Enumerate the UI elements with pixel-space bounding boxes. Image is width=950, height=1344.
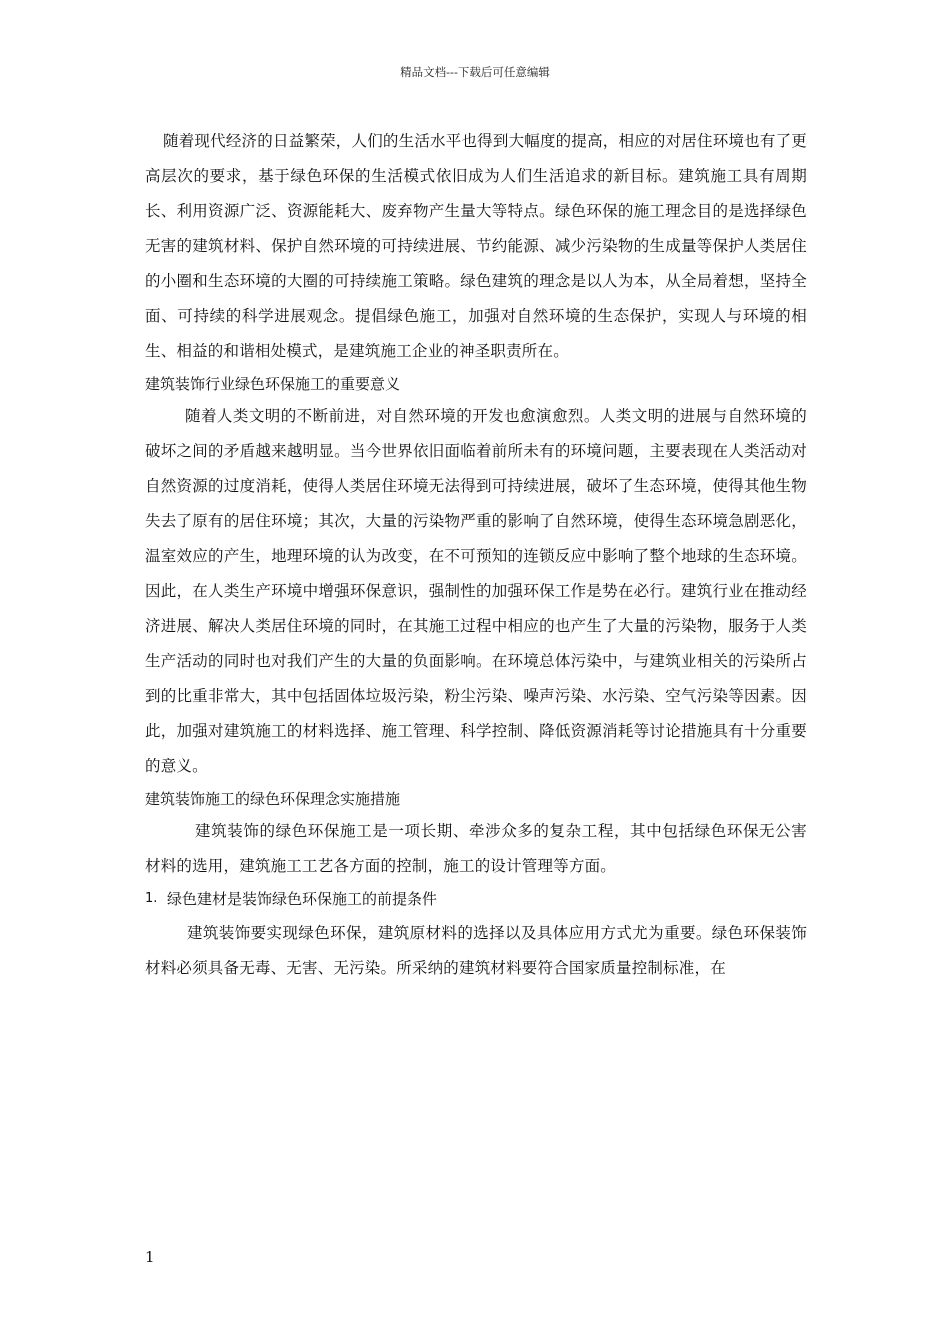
page-number: 1	[145, 1248, 155, 1266]
list-item-heading: 绿色建材是装饰绿色环保施工的前提条件	[167, 890, 438, 908]
section-heading-importance: 建筑装饰行业绿色环保施工的重要意义	[145, 375, 401, 393]
intro-paragraph: 随着现代经济的日益繁荣，人们的生活水平也得到大幅度的提高，相应的对居住环境也有了更高层次的要求，基于绿色环保的生活模式依旧成为人们生活追求的新目标。建筑施工具有周期长、利用资源广泛、资源能耗大、废弃物产生量大等特点。绿色环保的施工理念目的是选择绿色无害的建筑材料、保护自然环境的可持续进展、节约能源、减少污染物的生成量等保护人类居住的小圈和生态环境的大圈的可持续施工策略。绿色建筑的理念是以人为本，从全局着想，坚持全面、可持续的科学进展观念。提倡绿色施工，加强对自然环境的生态保护，实现人与环境的相生、相益的和谐相处模式，是建筑施工企业的神圣职责所在。	[145, 132, 807, 360]
list-item-number: 1.	[145, 891, 158, 906]
green-materials-paragraph: 建筑装饰要实现绿色环保，建筑原材料的选择以及具体应用方式尤为重要。绿色环保装饰材料必须具备无毒、无害、无污染。所采纳的建筑材料要符合国家质量控制标准，在	[145, 924, 807, 977]
list-item-green-materials	[145, 884, 807, 916]
page-header: 精品文档---下载后可任意编辑	[400, 65, 550, 79]
document-body	[145, 124, 807, 986]
section-heading-measures: 建筑装饰施工的绿色环保理念实施措施	[145, 790, 401, 808]
importance-paragraph: 随着人类文明的不断前进，对自然环境的开发也愈演愈烈。人类文明的进展与自然环境的破坏之间的矛盾越来越明显。当今世界依旧面临着前所未有的环境问题，主要表现在人类活动对自然资源的过度消耗，使得人类居住环境无法得到可持续进展，破坏了生态环境，使得其他生物失去了原有的居住环境；其次，大量的污染物严重的影响了自然环境，使得生态环境急剧恶化，温室效应的产生，地理环境的认为改变，在不可预知的连锁反应中影响了整个地球的生态环境。因此，在人类生产环境中增强环保意识，强制性的加强环保工作是势在必行。建筑行业在推动经济进展、解决人类居住环境的同时，在其施工过程中相应的也产生了大量的污染物，服务于人类生产活动的同时也对我们产生的大量的负面影响。在环境总体污染中，与建筑业相关的污染所占到的比重非常大，其中包括固体垃圾污染，粉尘污染、噪声污染、水污染、空气污染等因素。因此，加强对建筑施工的材料选择、施工管理、科学控制、降低资源消耗等讨论措施具有十分重要的意义。	[145, 407, 807, 775]
measures-paragraph: 建筑装饰的绿色环保施工是一项长期、牵涉众多的复杂工程，其中包括绿色环保无公害材料的选用，建筑施工工艺各方面的控制，施工的设计管理等方面。	[145, 822, 807, 875]
